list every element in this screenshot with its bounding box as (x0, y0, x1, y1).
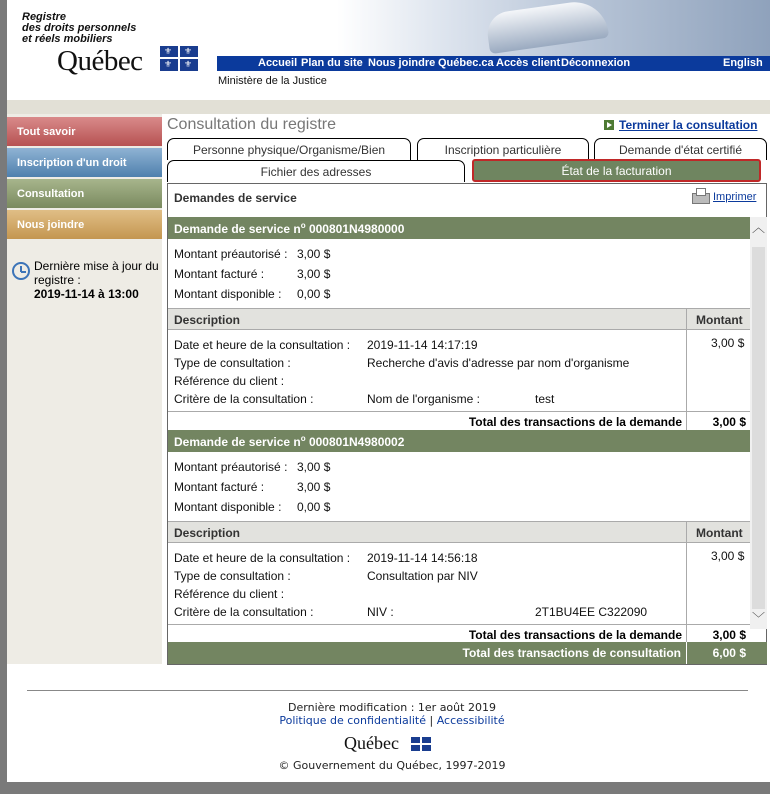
print-link[interactable]: Imprimer (713, 191, 757, 203)
date-label: Date et heure de la consultation : (174, 338, 351, 352)
footer-fleurdelise-icon (411, 737, 431, 751)
montant-disponible-value: 0,00 $ (297, 500, 331, 514)
date-label: Date et heure de la consultation : (174, 551, 351, 565)
critere-value: test (535, 392, 555, 406)
demande-prefix: Demande de service n (174, 435, 301, 449)
page-frame (7, 0, 770, 782)
terminer-consultation-link[interactable] (604, 118, 757, 132)
scroll-up-icon[interactable]: ︿ (752, 220, 766, 235)
demande-total-row (168, 411, 750, 431)
mouse-image (485, 0, 609, 54)
critere-label: Critère de la consultation : (174, 392, 314, 406)
montant-facture-label: Montant facturé : (174, 267, 265, 281)
printer-icon[interactable] (690, 187, 710, 205)
type-label: Type de consultation : (174, 569, 291, 583)
facturation-panel (167, 183, 767, 665)
last-modified: Dernière modification : 1er août 2019 (288, 701, 496, 714)
montant-disponible-value: 0,00 $ (297, 287, 331, 301)
demande-header (168, 217, 750, 239)
reference-label: Référence du client : (174, 587, 285, 601)
panel-title: Demandes de service (174, 191, 297, 205)
scrollbar-thumb[interactable] (752, 247, 765, 609)
terminer-label: Terminer la consultation (619, 118, 758, 132)
footer-separator: | (429, 714, 434, 727)
type-value: Consultation par NIV (367, 569, 478, 583)
critere-label: Critère de la consultation : (174, 605, 314, 619)
critere-value: 2T1BU4EE C322090 (535, 605, 648, 619)
nav-acces-client[interactable]: Accès client (496, 57, 561, 69)
total-label: Total des transactions de la demande (468, 628, 682, 642)
nav-quebec-ca[interactable]: Québec.ca (438, 57, 494, 69)
sidebar-item-consultation[interactable]: Consultation (7, 179, 162, 208)
fleurdelise-icon: ⚜ ⚜ ⚜ ⚜ (160, 46, 198, 71)
col-montant: Montant (696, 313, 743, 327)
ministere-label: Ministère de la Justice (218, 75, 327, 87)
column-divider (686, 521, 687, 634)
tab-etat-facturation[interactable]: État de la facturation (472, 159, 761, 182)
montant-facture-label: Montant facturé : (174, 480, 265, 494)
brand-line: et réels mobiliers (22, 33, 113, 45)
table-header (168, 308, 750, 330)
type-value: Recherche d'avis d'adresse par nom d'organisme (367, 356, 630, 370)
registre-brand (22, 12, 136, 45)
total-value: 3,00 $ (712, 628, 746, 642)
montant-preautorise-value: 3,00 $ (297, 247, 331, 261)
panel-scrollbar[interactable] (750, 217, 767, 629)
montant-facture-value: 3,00 $ (297, 267, 331, 281)
demande-sup: o (300, 221, 306, 230)
tab-inscription-particuliere[interactable]: Inscription particulière (417, 138, 589, 160)
page-title: Consultation du registre (167, 116, 336, 133)
total-label: Total des transactions de la demande (468, 415, 682, 429)
site-header (7, 0, 770, 100)
critere-sublabel: NIV : (367, 605, 394, 619)
arrow-right-icon (604, 120, 614, 130)
tab-fichier-adresses[interactable]: Fichier des adresses (167, 160, 465, 182)
grand-total-row (168, 642, 767, 664)
reference-label: Référence du client : (174, 374, 285, 388)
clock-icon (12, 262, 30, 280)
nav-nous-joindre[interactable]: Nous joindre (368, 57, 436, 69)
demande-number: 000801N4980000 (305, 222, 405, 236)
demande-number: 000801N4980002 (305, 435, 405, 449)
nav-accueil[interactable]: Accueil (258, 57, 298, 69)
top-nav (217, 56, 770, 71)
header-photo (337, 0, 770, 56)
col-description: Description (174, 526, 241, 540)
tab-personne-physique[interactable]: Personne physique/Organisme/Bien (167, 138, 411, 160)
demande-header (168, 430, 750, 452)
line-montant: 3,00 $ (711, 549, 745, 563)
footer-links (7, 714, 770, 727)
critere-sublabel: Nom de l'organisme : (367, 392, 481, 406)
col-description: Description (174, 313, 241, 327)
line-montant: 3,00 $ (711, 336, 745, 350)
update-value: 2019-11-14 à 13:00 (34, 287, 139, 301)
total-value: 3,00 $ (712, 415, 746, 429)
quebec-logo[interactable]: Québec (57, 45, 143, 77)
montant-preautorise-label: Montant préautorisé : (174, 460, 288, 474)
table-header (168, 521, 750, 543)
type-label: Type de consultation : (174, 356, 291, 370)
sidebar-item-inscription[interactable]: Inscription d'un droit (7, 148, 162, 177)
politique-link[interactable]: Politique de confidentialité (279, 714, 426, 727)
brand-line: des droits personnels (22, 22, 137, 34)
montant-facture-value: 3,00 $ (297, 480, 331, 494)
demande-sup: o (300, 434, 306, 443)
nav-deconnexion[interactable]: Déconnexion (561, 57, 631, 69)
montant-preautorise-label: Montant préautorisé : (174, 247, 288, 261)
footer-quebec-logo[interactable]: Québec (344, 733, 399, 753)
col-montant: Montant (696, 526, 743, 540)
scroll-down-icon[interactable]: ﹀ (752, 611, 766, 626)
column-divider (686, 624, 687, 644)
column-divider (686, 308, 687, 421)
montant-preautorise-value: 3,00 $ (297, 460, 331, 474)
sidebar-item-nous-joindre[interactable]: Nous joindre (7, 210, 162, 239)
montant-disponible-label: Montant disponible : (174, 287, 282, 301)
grand-total-label: Total des transactions de consultation (462, 646, 681, 660)
date-value: 2019-11-14 14:17:19 (367, 338, 478, 352)
grand-total-value: 6,00 $ (712, 646, 746, 660)
brand-line: Registre (22, 11, 67, 23)
gray-band (7, 100, 770, 114)
tab-demande-etat-certifie[interactable]: Demande d'état certifié (594, 138, 767, 160)
copyright: © Gouvernement du Québec, 1997-2019 (278, 759, 506, 772)
update-label: Dernière mise à jour du registre : (34, 259, 159, 287)
nav-plan-du-site[interactable]: Plan du site (301, 57, 363, 69)
column-divider (686, 411, 687, 431)
sidebar-item-tout-savoir[interactable]: Tout savoir (7, 117, 162, 146)
grand-total-divider (686, 642, 687, 664)
footer-divider (27, 690, 748, 691)
accessibilite-link[interactable]: Accessibilité (436, 714, 505, 727)
demande-prefix: Demande de service n (174, 222, 301, 236)
nav-english[interactable]: English (723, 57, 763, 69)
date-value: 2019-11-14 14:56:18 (367, 551, 478, 565)
montant-disponible-label: Montant disponible : (174, 500, 282, 514)
demande-total-row (168, 624, 750, 644)
